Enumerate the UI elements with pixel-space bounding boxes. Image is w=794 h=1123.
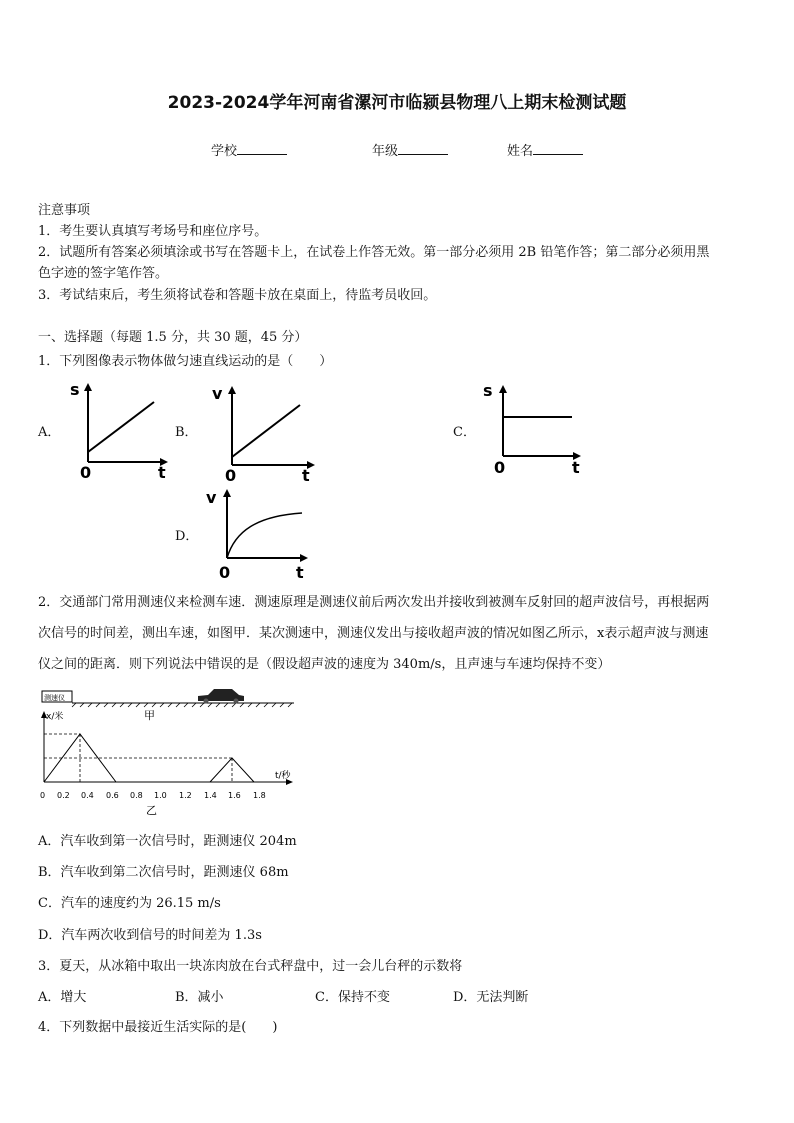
q1-a-origin: 0 <box>80 463 92 480</box>
q1-option-b-graph <box>212 383 317 483</box>
q1-c-x-label: t <box>572 458 580 477</box>
school-label: 学校 <box>211 144 238 159</box>
notice-item-1: 1．考生要认真填写考场号和座位序号。 <box>38 224 268 239</box>
svg-text:0.6: 0.6 <box>106 791 119 800</box>
q1-b-x-label: t <box>302 466 310 483</box>
car-icon <box>198 689 244 704</box>
q1-b-origin: 0 <box>225 466 237 483</box>
speed-device-label: 测速仪 <box>44 694 65 702</box>
q3-option-d[interactable]: D．无法判断 <box>453 990 529 1005</box>
q1-option-c-graph <box>480 380 585 480</box>
svg-text:1.8: 1.8 <box>253 791 266 800</box>
q4-stem: 4．下列数据中最接近生活实际的是( ) <box>38 1020 278 1035</box>
q2-option-d[interactable]: D．汽车两次收到信号的时间差为 1.3s <box>38 928 262 943</box>
graph-x-label: t/秒 <box>275 771 291 781</box>
q1-d-x-label: t <box>296 563 304 582</box>
q2-stem-line-3: 仪之间的距离．则下列说法中错误的是（假设超声波的速度为 340m/s，且声速与车速均保持不变） <box>38 657 611 672</box>
svg-text:0.4: 0.4 <box>81 791 94 800</box>
q1-a-y-label: s <box>70 380 80 399</box>
q2-stem-line-1: 2．交通部门常用测速仪来检测车速．测速原理是测速仪前后两次发出并接收到被测车反射回的超声波信号，再根据两 <box>38 595 710 610</box>
svg-text:1.0: 1.0 <box>154 791 167 800</box>
notice-item-3: 3．考试结束后，考生须将试卷和答题卡放在桌面上，待监考员收回。 <box>38 288 437 303</box>
svg-text:1.4: 1.4 <box>204 791 217 800</box>
grade-blank[interactable] <box>398 142 448 155</box>
q1-c-y-label: s <box>483 381 493 400</box>
q1-option-a-graph <box>70 380 170 480</box>
name-label: 姓名 <box>507 144 534 159</box>
q1-option-a-label[interactable]: A． <box>38 425 61 440</box>
q3-option-c[interactable]: C．保持不变 <box>315 990 390 1005</box>
q1-a-x-label: t <box>158 463 166 480</box>
figure-yi-label: 乙 <box>146 804 157 817</box>
q2-option-c[interactable]: C．汽车的速度约为 26.15 m/s <box>38 896 221 911</box>
notice-item-2: 2．试题所有答案必须填涂或书写在答题卡上，在试卷上作答无效。第一部分必须用 2B 铅笔作答；第二部分必须用黑 <box>38 245 710 260</box>
q2-figure <box>38 686 298 818</box>
page-title: 2023-2024学年河南省漯河市临颍县物理八上期末检测试题 <box>167 93 627 113</box>
grade-label: 年级 <box>372 144 399 159</box>
q1-stem: 1．下列图像表示物体做匀速直线运动的是（ ） <box>38 354 333 369</box>
q1-option-c-label[interactable]: C． <box>453 425 476 440</box>
notice-heading: 注意事项 <box>38 203 91 218</box>
school-blank[interactable] <box>237 142 287 155</box>
q1-option-b-label[interactable]: B． <box>175 425 198 440</box>
notice-item-2-cont: 色字迹的签字笔作答。 <box>38 266 169 281</box>
graph-y-label: x/米 <box>46 712 64 722</box>
grade-field[interactable] <box>372 140 448 159</box>
q1-b-y-label: v <box>212 384 223 403</box>
name-blank[interactable] <box>533 142 583 155</box>
q2-option-a[interactable]: A．汽车收到第一次信号时，距测速仪 204m <box>38 834 297 849</box>
section-heading: 一、选择题（每题 1.5 分，共 30 题，45 分） <box>38 330 308 345</box>
road-hatching <box>72 703 292 707</box>
svg-text:0.8: 0.8 <box>130 791 143 800</box>
q1-d-origin: 0 <box>219 563 231 582</box>
figure-jia-label: 甲 <box>144 709 155 722</box>
q3-option-b[interactable]: B．减小 <box>175 990 224 1005</box>
q1-option-d-label[interactable]: D． <box>175 529 199 544</box>
svg-text:0: 0 <box>40 791 46 800</box>
q2-option-b[interactable]: B．汽车收到第二次信号时，距测速仪 68m <box>38 865 289 880</box>
q1-option-d-graph <box>205 486 315 586</box>
q3-option-a[interactable]: A．增大 <box>38 990 87 1005</box>
svg-text:0.2: 0.2 <box>57 791 70 800</box>
q1-c-origin: 0 <box>494 458 506 477</box>
q3-stem: 3．夏天，从冰箱中取出一块冻肉放在台式秤盘中，过一会儿台秤的示数将 <box>38 959 463 974</box>
svg-text:1.2: 1.2 <box>179 791 192 800</box>
name-field[interactable] <box>507 140 583 159</box>
q2-stem-line-2: 次信号的时间差，测出车速，如图甲．某次测速中，测速仪发出与接收超声波的情况如图乙所示，x表示超声波与测速 <box>38 626 709 641</box>
svg-text:1.6: 1.6 <box>228 791 241 800</box>
school-field[interactable] <box>211 140 287 159</box>
q1-d-y-label: v <box>206 488 217 507</box>
